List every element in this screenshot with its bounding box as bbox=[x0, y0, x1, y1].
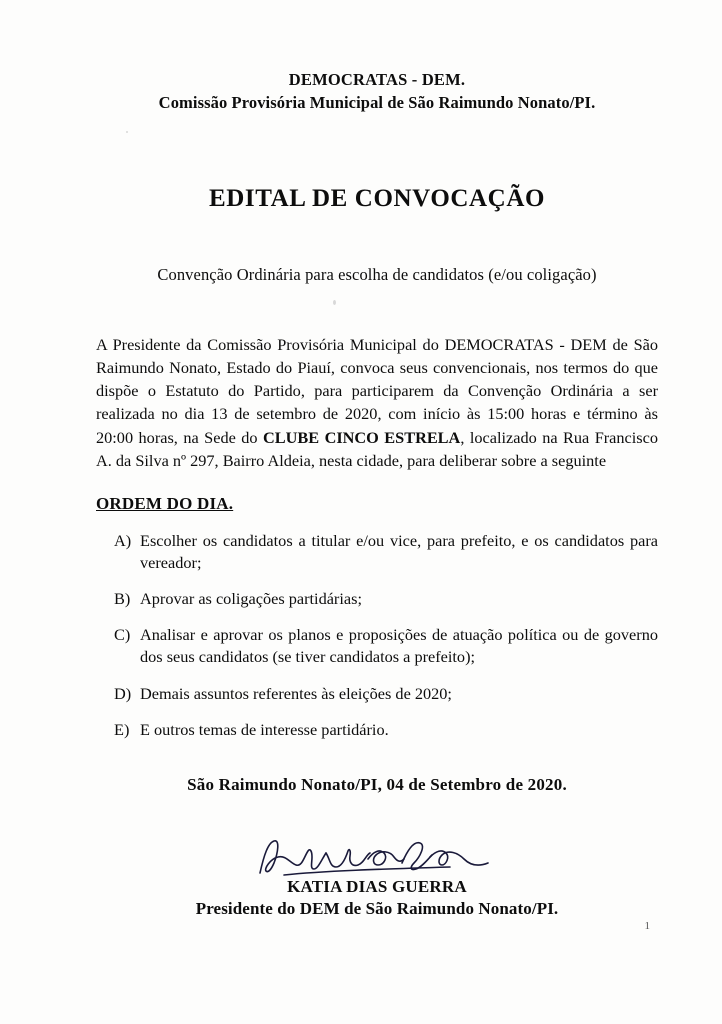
agenda-heading: ORDEM DO DIA. bbox=[96, 493, 234, 513]
body-paragraph bbox=[96, 333, 658, 472]
list-item bbox=[96, 588, 658, 610]
list-item-marker: D) bbox=[114, 683, 132, 703]
list-item-label: Escolher os candidatos a titular e/ou vice, para prefeito, e os candidatos para vereador; bbox=[140, 530, 658, 572]
list-item bbox=[96, 719, 658, 741]
page-number: 1 bbox=[644, 920, 650, 932]
document-subtitle: Convenção Ordinária para escolha de candidatos (e/ou coligação) bbox=[157, 265, 597, 284]
list-item-marker: B) bbox=[114, 589, 131, 609]
agenda-list bbox=[96, 530, 658, 741]
list-item-label: Analisar e aprovar os planos e proposições de atuação política ou de governo dos seus candidatos (se tiver candidatos a prefeito); bbox=[140, 625, 658, 667]
document-content bbox=[96, 70, 658, 921]
organization-committee: Comissão Provisória Municipal de São Raimundo Nonato/PI. bbox=[158, 93, 596, 112]
signer-role: Presidente do DEM de São Raimundo Nonato/PI. bbox=[195, 898, 559, 918]
list-item-marker: E) bbox=[114, 719, 130, 739]
signature-area bbox=[96, 829, 658, 921]
page-title: EDITAL DE CONVOCAÇÃO bbox=[208, 185, 546, 212]
list-item bbox=[96, 683, 658, 705]
list-item bbox=[96, 624, 658, 668]
list-item-label: Aprovar as coligações partidárias; bbox=[140, 589, 362, 609]
organization-name: DEMOCRATAS - DEM. bbox=[288, 70, 466, 89]
list-item-label: E outros temas de interesse partidário. bbox=[140, 719, 389, 739]
venue-name: CLUBE CINCO ESTRELA bbox=[263, 427, 461, 447]
body-text-part-1: A Presidente da Comissão Provisória Municipal do DEMOCRATAS - DEM de São Raimundo Nonato, Estado do Piauí, convoca seus convencionais, nos termos do que dispõe o Estatuto do Partido, para participarem da Convenção Ordinária a ser realizada no dia 13 de setembro de 2020, com início às 15:00 horas e término às 20:00 horas, na Sede do bbox=[96, 335, 658, 447]
list-item bbox=[96, 530, 658, 574]
list-item-label: Demais assuntos referentes às eleições de 2020; bbox=[140, 683, 452, 703]
handwritten-signature-icon bbox=[252, 829, 502, 881]
body-text-part-2: , localizado na Rua Francisco A. da Silva nº 297, Bairro Aldeia, nesta cidade, para deliberar sobre a seguinte bbox=[96, 427, 658, 470]
signer-name: KATIA DIAS GUERRA bbox=[287, 876, 467, 896]
place-and-date: São Raimundo Nonato/PI, 04 de Setembro de 2020. bbox=[187, 774, 567, 794]
list-item-marker: A) bbox=[114, 530, 132, 550]
list-item-marker: C) bbox=[114, 625, 131, 645]
